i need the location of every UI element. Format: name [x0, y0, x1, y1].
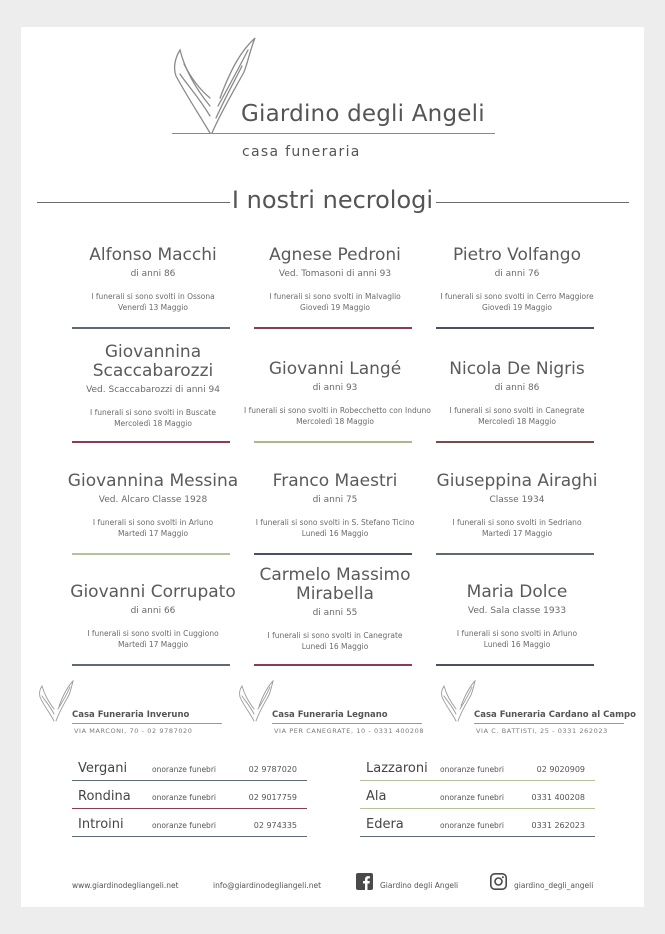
branch-card: [238, 680, 438, 740]
partner-type: onoranze funebri: [440, 765, 504, 774]
partner-row: [72, 787, 307, 811]
branch-name: Casa Funeraria Cardano al Campo: [474, 710, 636, 720]
obituary-detail: di anni 75: [312, 495, 358, 505]
obituary-divider: [72, 553, 230, 555]
branch-name: Casa Funeraria Legnano: [272, 710, 388, 720]
obituary-funeral-date: Lunedì 16 Maggio: [483, 640, 551, 649]
partner-name: Ala: [366, 789, 387, 804]
partner-phone: 02 974335: [253, 821, 297, 830]
obituary-name: Giovannina Messina: [67, 471, 239, 491]
obituary-card: [244, 246, 426, 313]
obituary-funeral-place: I funerali si sono svolti in Robecchetto con Induno: [244, 406, 431, 415]
footer-website[interactable]: www.giardinodegliangeli.net: [72, 881, 179, 890]
obituary-detail: di anni 93: [312, 383, 358, 393]
partner-type: onoranze funebri: [440, 793, 504, 802]
partner-phone: 0331 400208: [531, 793, 585, 802]
obituary-funeral-place: I funerali si sono svolti in Cuggiono: [87, 629, 219, 638]
obituary-funeral-date: Venerdì 13 Maggio: [118, 303, 188, 312]
partner-row: [72, 759, 307, 783]
partner-row: [360, 787, 595, 811]
obituary-funeral-place: I funerali si sono svolti in Arluno: [456, 629, 578, 638]
obituary-divider: [436, 327, 594, 329]
obituary-divider: [254, 441, 412, 443]
obituary-funeral-date: Giovedì 19 Maggio: [482, 303, 552, 312]
angel-wings-icon: [38, 680, 74, 722]
partner-divider: [360, 808, 595, 810]
partner-name: Lazzaroni: [366, 761, 428, 776]
footer-email[interactable]: info@giardinodegliangeli.net: [213, 881, 322, 890]
obituary-detail: di anni 86: [494, 383, 540, 393]
obituary-detail: Ved. Tomasoni di anni 93: [278, 269, 392, 279]
obituary-card: [62, 472, 244, 539]
obituary-divider: [436, 664, 594, 666]
obituary-detail: Ved. Scaccabarozzi di anni 94: [86, 385, 220, 395]
partner-type: onoranze funebri: [152, 793, 216, 802]
title-rule-right: [436, 202, 629, 203]
partner-type: onoranze funebri: [152, 821, 216, 830]
partner-phone: 0331 262023: [531, 821, 585, 830]
obituary-funeral-place: I funerali si sono svolti in Canegrate: [267, 631, 403, 640]
branch-address: VIA C. BATTISTI, 25 - 0331 262023: [476, 727, 608, 735]
obituary-divider: [72, 664, 230, 666]
angel-wings-icon: [440, 680, 476, 722]
brand-subtitle: casa funeraria: [242, 144, 361, 160]
obituary-funeral-place: I funerali si sono svolti in Canegrate: [449, 406, 585, 415]
obituary-name: Nicola De Nigris: [449, 359, 585, 379]
obituary-detail: di anni 76: [494, 269, 540, 279]
obituary-funeral-place: I funerali si sono svolti in Malvaglio: [269, 292, 401, 301]
footer-instagram[interactable]: giardino_degli_angeli: [514, 881, 594, 890]
obituary-funeral-date: Martedì 17 Maggio: [481, 529, 553, 538]
partner-row: [360, 759, 595, 783]
brand-underline: [172, 133, 495, 134]
obituary-card: [62, 246, 244, 313]
branch-name: Casa Funeraria Inveruno: [72, 710, 190, 720]
obituary-funeral-place: I funerali si sono svolti in Sedriano: [452, 518, 582, 527]
partner-type: onoranze funebri: [152, 765, 216, 774]
facebook-icon[interactable]: [356, 873, 373, 890]
partner-phone: 02 9017759: [248, 793, 297, 802]
obituary-funeral-date: Mercoledì 18 Maggio: [296, 417, 374, 426]
obituary-detail: di anni 55: [312, 608, 358, 618]
obituary-funeral-date: Lunedì 16 Maggio: [301, 642, 369, 651]
partner-name: Introini: [78, 817, 124, 832]
obituary-funeral-date: Martedì 17 Maggio: [117, 529, 189, 538]
obituary-funeral-date: Giovedì 19 Maggio: [300, 303, 370, 312]
obituary-divider: [254, 553, 412, 555]
obituary-name: Carmelo Massimo Mirabella: [259, 565, 411, 604]
obituary-funeral-date: Lunedì 16 Maggio: [301, 529, 369, 538]
obituary-detail: di anni 66: [130, 606, 176, 616]
obituary-card: [244, 472, 426, 539]
branch-card: [440, 680, 640, 740]
obituary-divider: [436, 441, 594, 443]
partner-type: onoranze funebri: [440, 821, 504, 830]
obituary-name: Maria Dolce: [466, 582, 568, 602]
partner-name: Edera: [366, 817, 404, 832]
obituary-card: [426, 246, 608, 313]
obituary-divider: [436, 553, 594, 555]
obituary-funeral-place: I funerali si sono svolti in Cerro Maggiore: [440, 292, 594, 301]
obituary-card: [426, 583, 608, 650]
obituary-name: Pietro Volfango: [453, 245, 581, 265]
partner-phone: 02 9787020: [248, 765, 297, 774]
obituary-name: Franco Maestri: [272, 471, 398, 491]
branch-card: [38, 680, 238, 740]
obituary-divider: [254, 327, 412, 329]
obituary-divider: [254, 664, 412, 666]
partner-row: [72, 815, 307, 839]
obituary-funeral-date: Mercoledì 18 Maggio: [114, 419, 192, 428]
section-title: I nostri necrologi: [231, 186, 434, 214]
obituary-divider: [72, 327, 230, 329]
branch-divider: [72, 723, 222, 724]
obituary-name: Giuseppina Airaghi: [436, 471, 598, 491]
partner-divider: [360, 780, 595, 782]
footer-facebook[interactable]: Giardino degli Angeli: [380, 881, 459, 890]
obituary-card: [244, 359, 431, 427]
brand-logo: [0, 0, 665, 170]
branch-divider: [272, 723, 422, 724]
instagram-icon[interactable]: [490, 873, 507, 890]
obituary-name: Giovanni Langé: [268, 359, 402, 379]
partner-phone: 02 9020909: [536, 765, 585, 774]
obituary-card: [62, 583, 244, 650]
partner-divider: [360, 836, 595, 838]
obituary-detail: Classe 1934: [489, 495, 545, 505]
obituary-funeral-date: Mercoledì 18 Maggio: [478, 417, 556, 426]
obituary-name: Giovanni Corrupato: [70, 582, 236, 602]
obituary-funeral-place: I funerali si sono svolti in S. Stefano Ticino: [255, 518, 415, 527]
branch-address: VIA MARCONI, 70 - 02 9787020: [74, 727, 193, 735]
angel-wings-icon: [238, 680, 274, 722]
partner-name: Vergani: [78, 761, 128, 776]
obituary-funeral-place: I funerali si sono svolti in Buscate: [90, 408, 216, 417]
branch-divider: [474, 723, 624, 724]
partner-row: [360, 815, 595, 839]
obituary-name: Agnese Pedroni: [269, 245, 401, 265]
obituary-card: [426, 360, 608, 427]
partner-name: Rondina: [78, 789, 131, 804]
branch-address: VIA PER CANEGRATE, 10 - 0331 400208: [274, 727, 425, 735]
obituary-detail: Ved. Sala classe 1933: [467, 606, 567, 616]
obituary-name: Giovannina Scaccabarozzi: [92, 342, 214, 381]
obituary-card: [426, 472, 608, 539]
obituary-detail: Ved. Alcaro Classe 1928: [98, 495, 208, 505]
partner-divider: [72, 780, 307, 782]
partner-divider: [72, 836, 307, 838]
obituary-detail: di anni 86: [130, 269, 176, 279]
obituary-funeral-place: I funerali si sono svolti in Arluno: [92, 518, 214, 527]
obituary-card: [62, 343, 244, 429]
obituary-name: Alfonso Macchi: [89, 245, 217, 265]
brand-name: Giardino degli Angeli: [241, 101, 485, 127]
obituary-divider: [72, 441, 230, 443]
obituary-funeral-date: Martedì 17 Maggio: [117, 640, 189, 649]
obituary-funeral-place: I funerali si sono svolti in Ossona: [91, 292, 215, 301]
obituary-card: [244, 566, 426, 652]
partner-divider: [72, 808, 307, 810]
